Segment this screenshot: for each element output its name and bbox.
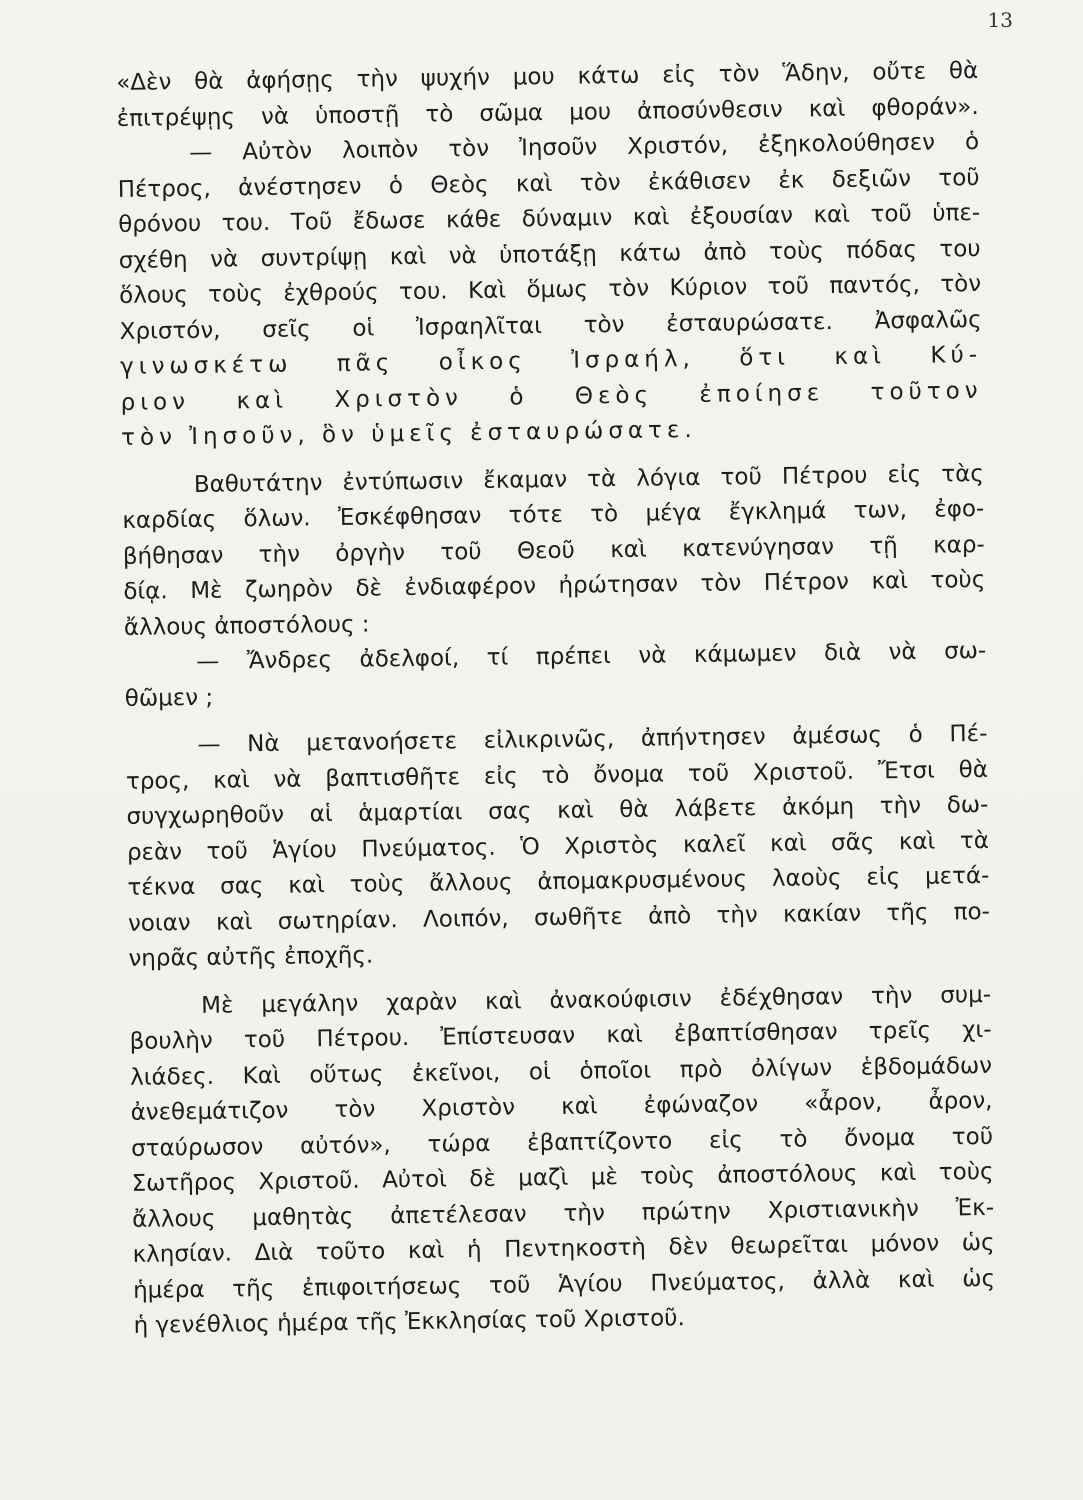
- text-line: βουλὴν τοῦ Πέτρου. Ἐπίστευσαν καὶ ἐβαπτίσθησαν τρεῖς χι-: [129, 1016, 992, 1055]
- text-line: ρεὰν τοῦ Ἁγίου Πνεύματος. Ὁ Χριστὸς καλεῖ καὶ σᾶς καὶ τὰ: [126, 827, 990, 866]
- text-line: Χριστόν, σεῖς οἱ Ἰσραηλῖται τὸν ἐσταυρώσατε. Ἀσφαλῶς: [119, 306, 982, 345]
- text-line: ἀνεθεμάτιζον τὸν Χριστὸν καὶ ἐφώναζον «ἆρον, ἆρον,: [130, 1087, 993, 1126]
- text-line: συγχωρηθοῦν αἱ ἁμαρτίαι σας καὶ θὰ λάβετε ἀκόμη τὴν δω-: [126, 791, 989, 830]
- text-line: ριον καὶ Χριστὸν ὁ Θεὸς ἐποίησε τοῦτον: [120, 377, 983, 416]
- text-line: Βαθυτάτην ἐντύπωσιν ἔκαμαν τὰ λόγια τοῦ Πέτρου εἰς τὰς: [193, 460, 984, 498]
- text-line: «Δὲν θὰ ἀφήσῃς τὴν ψυχήν μου κάτω εἰς τὸν Ἅδην, οὔτε θὰ: [116, 57, 979, 96]
- text-line: γινωσκέτω πᾶς οἶκος Ἰσραήλ, ὅτι καὶ Κύ-: [120, 341, 983, 380]
- text-line: σταύρωσον αὐτόν», τώρα ἐβαπτίζοντο εἰς τὸ ὄνομα τοῦ: [130, 1123, 994, 1162]
- text-line: κλησίαν. Διὰ τοῦτο καὶ ἡ Πεντηκοστὴ δὲν θεωρεῖται μόνον ὡς: [132, 1229, 995, 1268]
- text-line: Μὲ μεγάλην χαρὰν καὶ ἀνακούφισιν ἐδέχθησαν τὴν συμ-: [200, 981, 992, 1019]
- text-line: Σωτῆρος Χριστοῦ. Αὐτοὶ δὲ μαζὶ μὲ τοὺς ἀποστόλους καὶ τοὺς: [131, 1158, 994, 1197]
- text-line: δίᾳ. Μὲ ζωηρὸν δὲ ἐνδιαφέρον ἠρώτησαν τὸν Πέτρον καὶ τοὺς: [123, 566, 986, 605]
- text-line: ἄλλους ἀποστόλους :: [123, 611, 370, 641]
- text-line: ἐπιτρέψῃς νὰ ὑποστῇ τὸ σῶμα μου ἀποσύνθεσιν καὶ φθοράν».: [116, 93, 979, 132]
- body-text: [116, 54, 996, 1344]
- text-line: — Νὰ μετανοήσετε εἰλικρινῶς, ἀπήντησεν ἀμέσως ὁ Πέ-: [197, 720, 988, 758]
- text-line: ὅλους τοὺς ἐχθρούς του. Καὶ ὅμως τὸν Κύριον τοῦ παντός, τὸν: [119, 270, 982, 309]
- text-line: ἡ γενέθλιος ἡμέρα τῆς Ἐκκλησίας τοῦ Χριστοῦ.: [133, 1305, 686, 1339]
- text-line: θρόνου του. Τοῦ ἔδωσε κάθε δύναμιν καὶ ἐξουσίαν καὶ τοῦ ὑπε-: [118, 199, 981, 238]
- text-line: ἄλλους μαθητὰς ἀπετέλεσαν τὴν πρώτην Χριστιανικὴν Ἐκ-: [131, 1194, 995, 1233]
- text-line: σχέθη νὰ συντρίψῃ καὶ νὰ ὑποτάξῃ κάτω ἀπὸ τοὺς πόδας του: [118, 235, 981, 274]
- text-line: νηρᾶς αὐτῆς ἐποχῆς.: [128, 942, 374, 972]
- text-line: θῶμεν ;: [124, 684, 214, 712]
- text-line: νοιαν καὶ σωτηρίαν. Λοιπόν, σωθῆτε ἀπὸ τὴν κακίαν τῆς πο-: [127, 898, 991, 937]
- page-number: 13: [987, 8, 1013, 32]
- text-line: καρδίας ὅλων. Ἐσκέφθησαν τότε τὸ μέγα ἔγκλημά των, ἐφο-: [122, 495, 985, 534]
- text-line: τέκνα σας καὶ τοὺς ἄλλους ἀπομακρυσμένους λαοὺς εἰς μετά-: [127, 862, 990, 901]
- text-line: τρος, καὶ νὰ βαπτισθῆτε εἰς τὸ ὄνομα τοῦ Χριστοῦ. Ἔτσι θὰ: [125, 756, 989, 795]
- text-line: λιάδες. Καὶ οὕτως ἐκεῖνοι, οἱ ὁποῖοι πρὸ ὀλίγων ἑβδομάδων: [129, 1052, 993, 1091]
- text-line: ἡμέρα τῆς ἐπιφοιτήσεως τοῦ Ἁγίου Πνεύματος, ἀλλὰ καὶ ὡς: [132, 1265, 996, 1304]
- text-line: — Αὐτὸν λοιπὸν τὸν Ἰησοῦν Χριστόν, ἐξηκολούθησεν ὁ: [189, 128, 980, 166]
- text-line: τὸν Ἰησοῦν, ὃν ὑμεῖς ἐσταυρώσατε.: [121, 416, 697, 451]
- text-line: βήθησαν τὴν ὀργὴν τοῦ Θεοῦ καὶ κατενύγησαν τῇ καρ-: [122, 531, 985, 570]
- text-line: Πέτρος, ἀνέστησεν ὁ Θεὸς καὶ τὸν ἐκάθισεν ἐκ δεξιῶν τοῦ: [117, 164, 980, 203]
- text-line: — Ἄνδρες ἀδελφοί, τί πρέπει νὰ κάμωμεν διὰ νὰ σω-: [196, 637, 987, 675]
